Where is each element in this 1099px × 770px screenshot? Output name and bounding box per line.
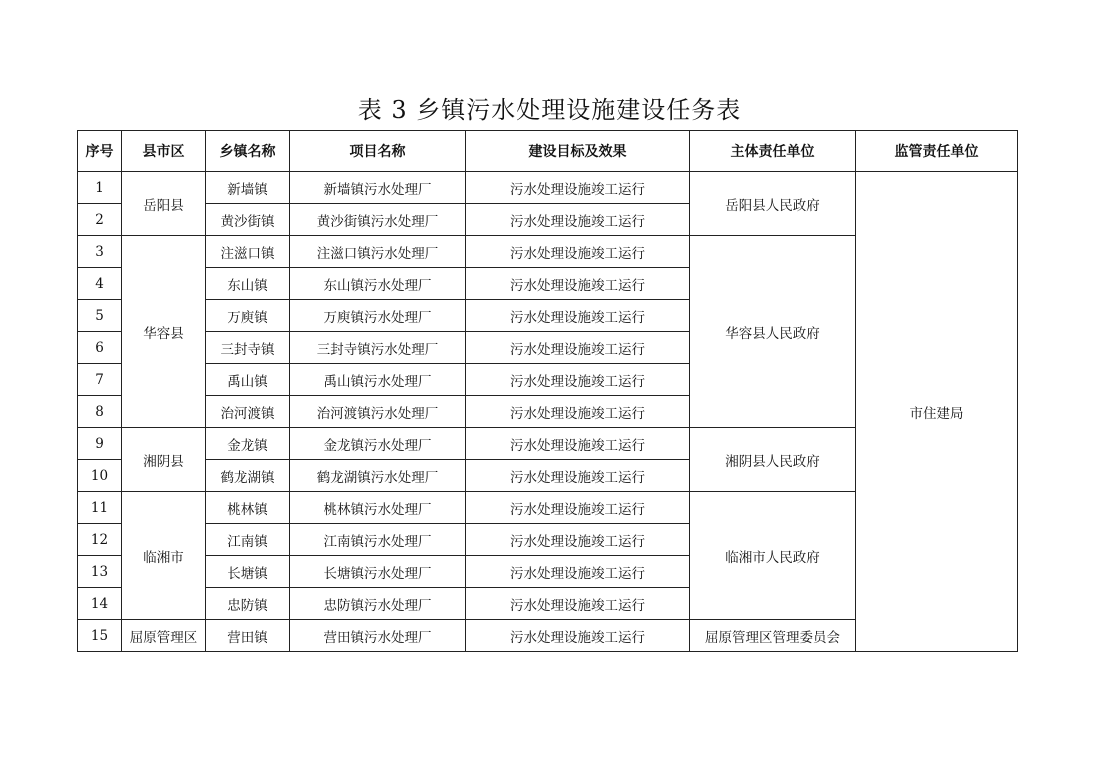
project-cell: 营田镇污水处理厂 (290, 620, 466, 652)
row-number-cell: 4 (78, 268, 122, 300)
project-cell: 黄沙街镇污水处理厂 (290, 204, 466, 236)
county-cell: 屈原管理区 (122, 620, 206, 652)
project-cell: 金龙镇污水处理厂 (290, 428, 466, 460)
town-cell: 东山镇 (206, 268, 290, 300)
project-cell: 桃林镇污水处理厂 (290, 492, 466, 524)
header-cell-supervisor: 监管责任单位 (856, 131, 1018, 172)
project-cell: 禹山镇污水处理厂 (290, 364, 466, 396)
project-cell: 江南镇污水处理厂 (290, 524, 466, 556)
goal-cell: 污水处理设施竣工运行 (466, 492, 690, 524)
row-number-cell: 14 (78, 588, 122, 620)
row-number-cell: 13 (78, 556, 122, 588)
header-cell-project: 项目名称 (290, 131, 466, 172)
project-cell: 治河渡镇污水处理厂 (290, 396, 466, 428)
header-cell-town: 乡镇名称 (206, 131, 290, 172)
row-number-cell: 9 (78, 428, 122, 460)
goal-cell: 污水处理设施竣工运行 (466, 524, 690, 556)
town-cell: 桃林镇 (206, 492, 290, 524)
responsible-unit-cell: 屈原管理区管理委员会 (690, 620, 856, 652)
row-number-cell: 12 (78, 524, 122, 556)
county-cell: 临湘市 (122, 492, 206, 620)
goal-cell: 污水处理设施竣工运行 (466, 268, 690, 300)
header-cell-no: 序号 (78, 131, 122, 172)
responsible-unit-cell: 湘阴县人民政府 (690, 428, 856, 492)
goal-cell: 污水处理设施竣工运行 (466, 172, 690, 204)
row-number-cell: 3 (78, 236, 122, 268)
goal-cell: 污水处理设施竣工运行 (466, 396, 690, 428)
row-number-cell: 10 (78, 460, 122, 492)
responsible-unit-cell: 华容县人民政府 (690, 236, 856, 428)
project-cell: 东山镇污水处理厂 (290, 268, 466, 300)
town-cell: 治河渡镇 (206, 396, 290, 428)
goal-cell: 污水处理设施竣工运行 (466, 236, 690, 268)
goal-cell: 污水处理设施竣工运行 (466, 556, 690, 588)
project-cell: 忠防镇污水处理厂 (290, 588, 466, 620)
town-cell: 黄沙街镇 (206, 204, 290, 236)
row-number-cell: 7 (78, 364, 122, 396)
responsible-unit-cell: 岳阳县人民政府 (690, 172, 856, 236)
goal-cell: 污水处理设施竣工运行 (466, 428, 690, 460)
row-number-cell: 2 (78, 204, 122, 236)
town-cell: 长塘镇 (206, 556, 290, 588)
town-cell: 三封寺镇 (206, 332, 290, 364)
supervisor-unit-cell: 市住建局 (856, 172, 1018, 652)
town-cell: 忠防镇 (206, 588, 290, 620)
row-number-cell: 8 (78, 396, 122, 428)
row-number-cell: 5 (78, 300, 122, 332)
town-cell: 金龙镇 (206, 428, 290, 460)
town-cell: 新墙镇 (206, 172, 290, 204)
town-cell: 鹤龙湖镇 (206, 460, 290, 492)
town-cell: 禹山镇 (206, 364, 290, 396)
row-number-cell: 1 (78, 172, 122, 204)
header-row (78, 131, 1018, 172)
table-row (78, 172, 1018, 204)
project-cell: 注滋口镇污水处理厂 (290, 236, 466, 268)
header-cell-goal: 建设目标及效果 (466, 131, 690, 172)
project-cell: 万庾镇污水处理厂 (290, 300, 466, 332)
row-number-cell: 6 (78, 332, 122, 364)
town-cell: 注滋口镇 (206, 236, 290, 268)
header-cell-county: 县市区 (122, 131, 206, 172)
county-cell: 湘阴县 (122, 428, 206, 492)
goal-cell: 污水处理设施竣工运行 (466, 332, 690, 364)
county-cell: 岳阳县 (122, 172, 206, 236)
county-cell: 华容县 (122, 236, 206, 428)
project-cell: 新墙镇污水处理厂 (290, 172, 466, 204)
page-title: 表 3 乡镇污水处理设施建设任务表 (357, 96, 742, 124)
project-cell: 长塘镇污水处理厂 (290, 556, 466, 588)
table-body (78, 172, 1018, 652)
row-number-cell: 11 (78, 492, 122, 524)
goal-cell: 污水处理设施竣工运行 (466, 300, 690, 332)
row-number-cell: 15 (78, 620, 122, 652)
header-cell-responsible: 主体责任单位 (690, 131, 856, 172)
goal-cell: 污水处理设施竣工运行 (466, 588, 690, 620)
town-cell: 营田镇 (206, 620, 290, 652)
responsible-unit-cell: 临湘市人民政府 (690, 492, 856, 620)
goal-cell: 污水处理设施竣工运行 (466, 620, 690, 652)
town-cell: 江南镇 (206, 524, 290, 556)
town-cell: 万庾镇 (206, 300, 290, 332)
project-cell: 三封寺镇污水处理厂 (290, 332, 466, 364)
goal-cell: 污水处理设施竣工运行 (466, 204, 690, 236)
goal-cell: 污水处理设施竣工运行 (466, 364, 690, 396)
task-table (77, 130, 1018, 652)
goal-cell: 污水处理设施竣工运行 (466, 460, 690, 492)
project-cell: 鹤龙湖镇污水处理厂 (290, 460, 466, 492)
